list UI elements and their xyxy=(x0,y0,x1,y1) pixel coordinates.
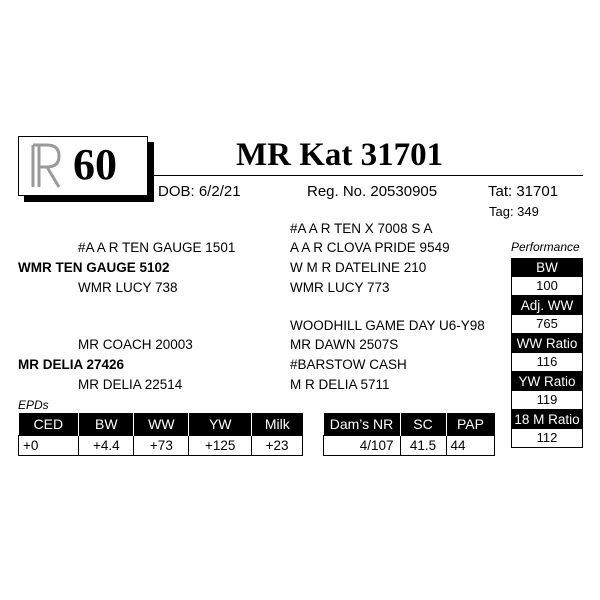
epd-header-ww: WW xyxy=(134,413,189,436)
epd-header-yw: YW xyxy=(189,413,252,436)
dam-stats-value-nr: 4/107 xyxy=(324,436,401,456)
perf-header-bw: BW xyxy=(511,258,583,277)
epd-value-ced: +0 xyxy=(19,436,79,456)
epd-header-milk: Milk xyxy=(252,413,303,436)
sire-sire: #A A R TEN GAUGE 1501 xyxy=(78,240,236,255)
registration-number: Reg. No. 20530905 xyxy=(307,183,438,200)
epd-header-ced: CED xyxy=(19,413,79,436)
epd-value-bw: +4.4 xyxy=(79,436,134,456)
epd-header-bw: BW xyxy=(79,413,134,436)
sire-dam-sire: W M R DATELINE 210 xyxy=(290,260,427,275)
epd-value-ww: +73 xyxy=(134,436,189,456)
sire-dam: WMR LUCY 738 xyxy=(78,280,178,295)
performance-label: Performance xyxy=(511,240,580,254)
epd-table xyxy=(18,413,303,456)
epd-header-row xyxy=(19,413,303,436)
epd-value-milk: +23 xyxy=(252,436,303,456)
dam-dam-sire: #BARSTOW CASH xyxy=(290,357,407,372)
lot-number-box xyxy=(18,136,148,196)
dam-sire: MR COACH 20003 xyxy=(78,337,193,352)
dam-stats-header-nr: Dam’s NR xyxy=(324,413,401,436)
dam-dam-dam: M R DELIA 5711 xyxy=(290,377,390,392)
dam-stats-value-sc: 41.5 xyxy=(400,436,446,456)
dam-stats-header-pap: PAP xyxy=(446,413,495,436)
epd-value-row xyxy=(19,436,303,456)
dam-sire-dam: MR DAWN 2507S xyxy=(290,337,399,352)
perf-value-adj-ww: 765 xyxy=(511,315,583,334)
perf-header-ww-ratio: WW Ratio xyxy=(511,334,583,353)
sire-sire-dam: A A R CLOVA PRIDE 9549 xyxy=(290,240,450,255)
dam-stats-value-row xyxy=(324,436,495,456)
perf-value-ww-ratio: 116 xyxy=(511,353,583,372)
dam-stats-header-row xyxy=(324,413,495,436)
perf-header-yw-ratio: YW Ratio xyxy=(511,372,583,391)
performance-table xyxy=(511,258,583,448)
dam-stats-value-pap: 44 xyxy=(446,436,495,456)
sire: WMR TEN GAUGE 5102 xyxy=(18,260,170,275)
dob: DOB: 6/2/21 xyxy=(158,183,241,200)
header-divider xyxy=(153,175,583,176)
epds-label: EPDs xyxy=(18,398,49,412)
dam: MR DELIA 27426 xyxy=(18,357,125,372)
epd-value-yw: +125 xyxy=(189,436,252,456)
dam-dam: MR DELIA 22514 xyxy=(78,377,183,392)
dam-sire-sire: WOODHILL GAME DAY U6-Y98 xyxy=(290,318,485,333)
sire-sire-sire: #A A R TEN X 7008 S A xyxy=(290,221,433,236)
sire-dam-dam: WMR LUCY 773 xyxy=(290,280,390,295)
animal-name: MR Kat 31701 xyxy=(236,137,444,173)
perf-value-bw: 100 xyxy=(511,277,583,296)
perf-value-yw-ratio: 119 xyxy=(511,391,583,410)
perf-header-adj-ww: Adj. WW xyxy=(511,296,583,315)
dam-stats-table xyxy=(323,413,495,456)
perf-value-18m-ratio: 112 xyxy=(511,429,583,448)
ranch-brand-logo xyxy=(25,139,63,191)
tattoo: Tat: 31701 xyxy=(488,183,559,200)
lot-number: 60 xyxy=(73,140,117,189)
perf-header-18m-ratio: 18 M Ratio xyxy=(511,410,583,429)
tag: Tag: 349 xyxy=(489,204,539,219)
dam-stats-header-sc: SC xyxy=(400,413,446,436)
